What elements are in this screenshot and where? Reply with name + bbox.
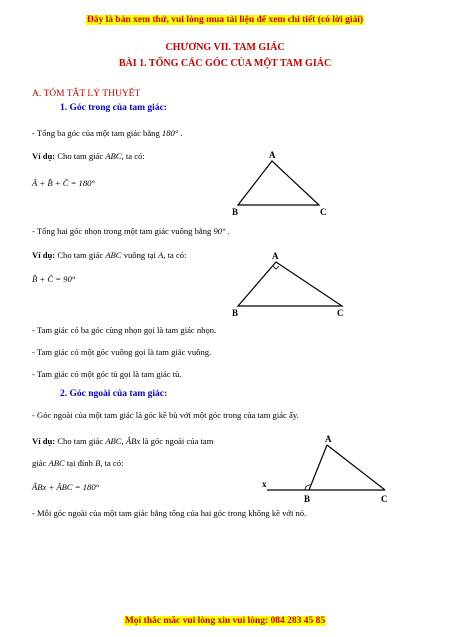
section-a-heading: A. TÓM TẮT LÝ THUYẾT bbox=[32, 89, 141, 99]
label-c: C bbox=[320, 207, 327, 217]
triangle-abc-1 bbox=[238, 161, 319, 205]
chapter-title: CHƯƠNG VII. TAM GIÁC bbox=[165, 42, 285, 53]
paragraph-right-triangle-sum: - Tổng hai góc nhọn trong một tam giác vuông bằng 90° . bbox=[32, 226, 230, 236]
right-triangle-abc bbox=[238, 262, 342, 306]
right-angle-mark bbox=[273, 266, 279, 269]
example-1-formula: Â + B̂ + Ĉ = 180° bbox=[32, 178, 95, 188]
label-x: x bbox=[262, 479, 267, 489]
example-3-line-2: giác ABC tại đỉnh B, ta có: bbox=[32, 458, 124, 468]
example-1: Ví dụ: Cho tam giác ABC, ta có: bbox=[32, 151, 145, 161]
triangle-figure-2 bbox=[225, 248, 355, 320]
label-a: A bbox=[325, 434, 332, 444]
exterior-angle-figure bbox=[255, 430, 395, 506]
label-c: C bbox=[337, 308, 344, 318]
paragraph-exterior-definition: - Góc ngoài của một tam giác là góc kề bù với một góc trong của tam giác ấy. bbox=[32, 410, 299, 420]
label-a: A bbox=[269, 150, 276, 160]
paragraph-acute-triangle: - Tam giác có ba góc cùng nhọn gọi là tam giác nhọn. bbox=[32, 325, 217, 335]
header-notice: Đây là bản xem thử, vui lòng mua tài liệu để xem chi tiết (có lời giải) bbox=[86, 15, 364, 25]
paragraph-angle-sum: - Tổng ba góc của một tam giác bằng 180° . bbox=[32, 128, 183, 138]
side-ac bbox=[327, 445, 385, 490]
paragraph-exterior-theorem: - Mỗi góc ngoài của một tam giác bằng tổng của hai góc trong không kề với nó. bbox=[32, 508, 307, 518]
label-b: B bbox=[232, 207, 239, 217]
label-c: C bbox=[381, 494, 388, 504]
example-2: Ví dụ: Cho tam giác ABC vuông tại A, ta có: bbox=[32, 250, 187, 260]
side-ba bbox=[309, 445, 327, 490]
example-3-formula: ÂBx + ÂBC = 180° bbox=[32, 482, 100, 492]
example-2-formula: B̂ + Ĉ = 90° bbox=[32, 274, 76, 284]
label-b: B bbox=[304, 494, 311, 504]
lesson-title: BÀI 1. TỔNG CÁC GÓC CỦA MỘT TAM GIÁC bbox=[118, 58, 332, 69]
example-3: Ví dụ: Cho tam giác ABC, ÂBx là góc ngoài của tam bbox=[32, 436, 214, 446]
label-b: B bbox=[232, 308, 239, 318]
subheading-interior-angles: 1. Góc trong của tam giác: bbox=[60, 103, 167, 113]
subheading-exterior-angles: 2. Góc ngoài của tam giác: bbox=[60, 389, 168, 399]
paragraph-right-triangle: - Tam giác có một góc vuông gọi là tam giác vuông. bbox=[32, 347, 212, 357]
footer-notice: Mọi thắc mắc vui lòng xin vui lòng: 084 283 45 85 bbox=[124, 616, 326, 626]
label-a: A bbox=[272, 251, 279, 261]
paragraph-obtuse-triangle: - Tam giác có một góc tù gọi là tam giác tù. bbox=[32, 369, 182, 379]
triangle-figure-1 bbox=[225, 148, 335, 220]
